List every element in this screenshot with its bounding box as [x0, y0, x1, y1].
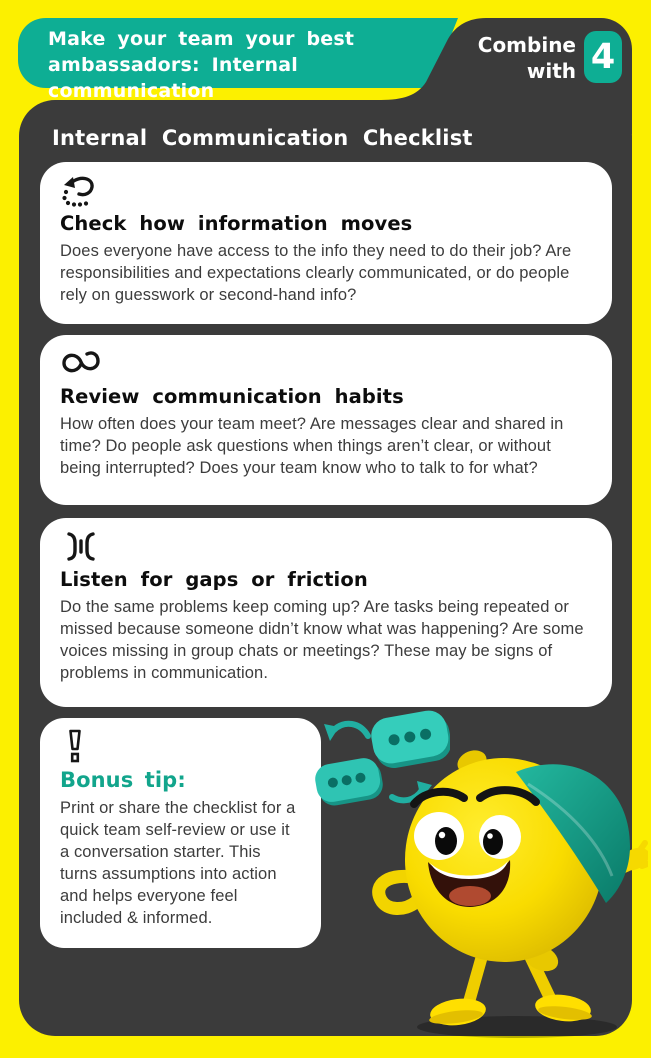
card-body: How often does your team meet? Are messages clear and shared in time? Do people ask questions when things aren’t clear, or without being interrupted? Does your team know who to talk to for what?: [60, 415, 564, 477]
combine-number-badge: 4: [584, 31, 622, 83]
card-heading: Listen for gaps or friction: [60, 568, 368, 591]
card-heading: Review communication habits: [60, 385, 404, 408]
card-heading: Check how information moves: [60, 212, 413, 235]
lemon-mascot: [352, 746, 648, 1042]
bonus-heading: Bonus tip:: [60, 768, 186, 792]
combine-line1: Combine: [477, 33, 576, 57]
checklist-card-information-moves: [40, 162, 612, 324]
checklist-card-gaps-friction: [40, 518, 612, 707]
gap-brackets-icon: [60, 528, 592, 566]
card-body: Does everyone have access to the info they need to do their job? Are responsibilities and expectations clearly communicated, or do people rely on guesswork or second-hand info?: [60, 242, 572, 304]
exchange-arrow-left: [324, 724, 368, 741]
card-body: Do the same problems keep coming up? Are tasks being repeated or missed because someone didn’t know what was happening? Are some voices missing in group chats or meetings? These may be signs of problems in communication.: [60, 598, 584, 682]
flow-route-icon: [60, 172, 592, 210]
banner-title-line1: Make your team your best: [48, 28, 355, 50]
banner-title-line2: ambassadors: Internal communication: [48, 54, 299, 102]
exclamation-icon: [60, 728, 301, 766]
banner-title: [48, 26, 468, 104]
loop-icon: [60, 345, 592, 383]
combine-line2: with: [526, 59, 576, 83]
bonus-body: Print or share the checklist for a quick team self-review or use it a conversation starter. This turns assumptions into action and helps everyone feel included & informed.: [60, 799, 296, 927]
page-title: Internal Communication Checklist: [52, 126, 473, 150]
checklist-card-communication-habits: [40, 335, 612, 505]
combine-with-label: [452, 32, 576, 84]
bonus-tip-card: [40, 718, 321, 948]
